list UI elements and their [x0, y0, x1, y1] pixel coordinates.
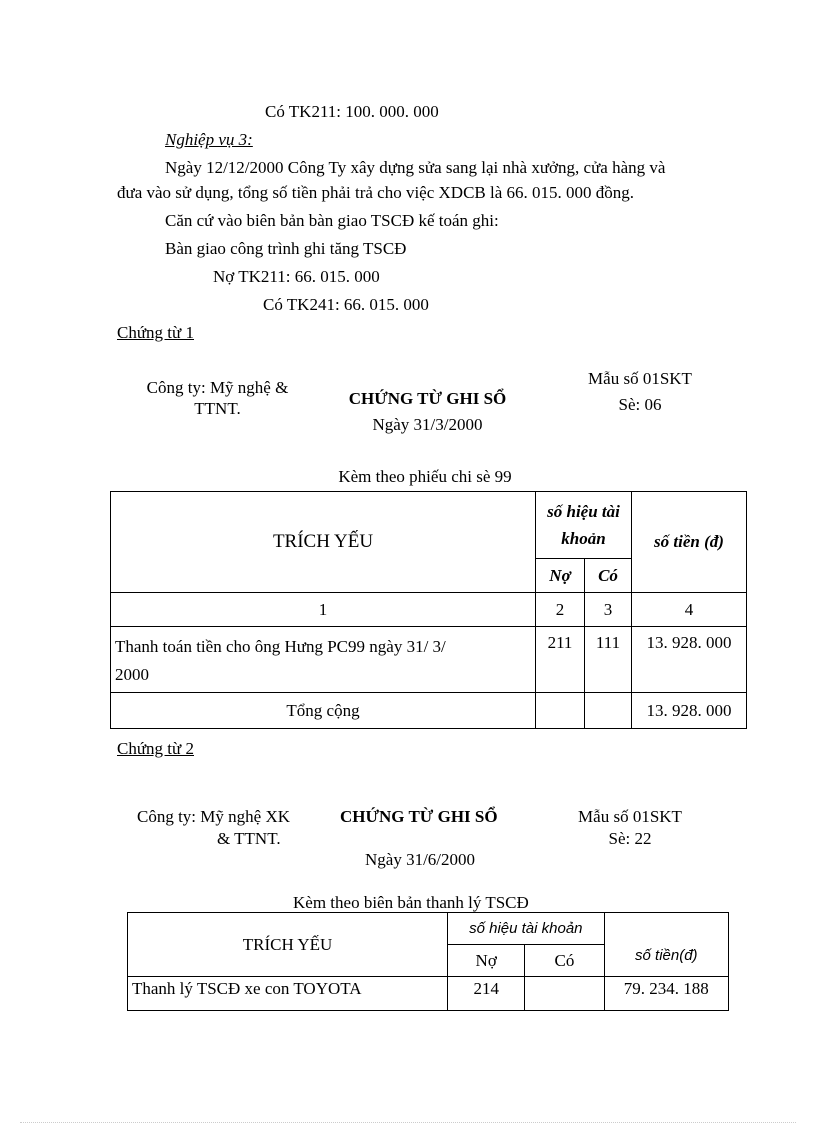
index-row: [111, 593, 747, 627]
paragraph-line-2: đưa vào sử dụng, tổng số tiền phải trả cho việc XDCB là 66. 015. 000 đồng.: [117, 183, 635, 202]
voucher-1-number: Sè: 06: [618, 395, 662, 414]
debit-entry: Nợ TK211: 66. 015. 000: [213, 267, 380, 286]
table-row: [128, 977, 729, 1011]
index-cell: 1: [111, 593, 536, 627]
voucher-2-company-line1: Công ty: Mỹ nghệ XK: [137, 807, 290, 826]
voucher-2-company-line2: & TTNT.: [217, 829, 281, 848]
row-desc-line1: Thanh toán tiền cho ông Hưng PC99 ngày 31/ 3/: [115, 637, 446, 656]
index-cell: 4: [632, 593, 747, 627]
header-amount: số tiền(đ): [604, 913, 728, 977]
index-cell: 2: [536, 593, 585, 627]
row-desc: [111, 627, 536, 693]
table-row: [111, 627, 747, 693]
credit-line-tk211: Có TK211: 100. 000. 000: [265, 102, 439, 121]
voucher-1-table: [110, 491, 747, 729]
index-cell: 3: [585, 593, 632, 627]
row-debit: 214: [448, 977, 525, 1011]
section-heading: Nghiệp vụ 3:: [165, 130, 253, 149]
voucher-2-date: Ngày 31/6/2000: [365, 850, 476, 869]
voucher-1-date: Ngày 31/3/2000: [372, 415, 483, 434]
header-desc: TRÍCH YẾU: [128, 913, 448, 977]
header-account: [536, 492, 632, 559]
row-credit: [525, 977, 604, 1011]
voucher-2-label: Chứng từ 2: [117, 739, 194, 758]
total-credit-empty: [585, 693, 632, 729]
voucher-1-company-line1: Công ty: Mỹ nghệ &: [146, 378, 289, 397]
header-account: số hiệu tài khoản: [448, 913, 605, 945]
voucher-1-label: Chứng từ 1: [117, 323, 194, 342]
header-debit: Nợ: [448, 945, 525, 977]
header-debit: Nợ: [536, 559, 585, 593]
voucher-1-company-line2: TTNT.: [194, 399, 241, 418]
total-label: Tổng cộng: [111, 693, 536, 729]
paragraph-line-1: Ngày 12/12/2000 Công Ty xây dựng sửa sang lại nhà xưởng, cửa hàng và: [165, 158, 666, 177]
row-desc-line2: 2000: [115, 665, 149, 684]
credit-entry: Có TK241: 66. 015. 000: [263, 295, 429, 314]
total-debit-empty: [536, 693, 585, 729]
voucher-2-title: CHỨNG TỪ GHI SỔ: [340, 807, 498, 826]
row-amount: 13. 928. 000: [632, 627, 747, 693]
voucher-2-form: Mẫu số 01SKT: [578, 807, 682, 826]
basis-line: Căn cứ vào biên bản bàn giao TSCĐ kế toán ghi:: [165, 211, 499, 230]
header-credit: Có: [525, 945, 604, 977]
row-desc: Thanh lý TSCĐ xe con TOYOTA: [128, 977, 448, 1011]
voucher-2-attached: Kèm theo biên bản thanh lý TSCĐ: [293, 893, 529, 912]
header-desc: TRÍCH YẾU: [111, 492, 536, 593]
voucher-2-number: Sè: 22: [608, 829, 652, 848]
total-amount: 13. 928. 000: [632, 693, 747, 729]
row-credit: 111: [585, 627, 632, 693]
header-account-line1: số hiệu tài: [547, 502, 620, 521]
handover-line: Bàn giao công trình ghi tăng TSCĐ: [165, 239, 407, 258]
header-amount: số tiền (đ): [632, 492, 747, 593]
row-debit: 211: [536, 627, 585, 693]
total-row: [111, 693, 747, 729]
voucher-1-attached: Kèm theo phiếu chi sè 99: [338, 467, 512, 486]
voucher-2-table: [127, 912, 729, 1011]
header-account-line2: khoản: [561, 529, 606, 548]
row-amount: 79. 234. 188: [604, 977, 728, 1011]
voucher-1-form: Mẫu số 01SKT: [588, 369, 692, 388]
header-credit: Có: [585, 559, 632, 593]
voucher-1-title: CHỨNG TỪ GHI SỔ: [348, 389, 507, 408]
